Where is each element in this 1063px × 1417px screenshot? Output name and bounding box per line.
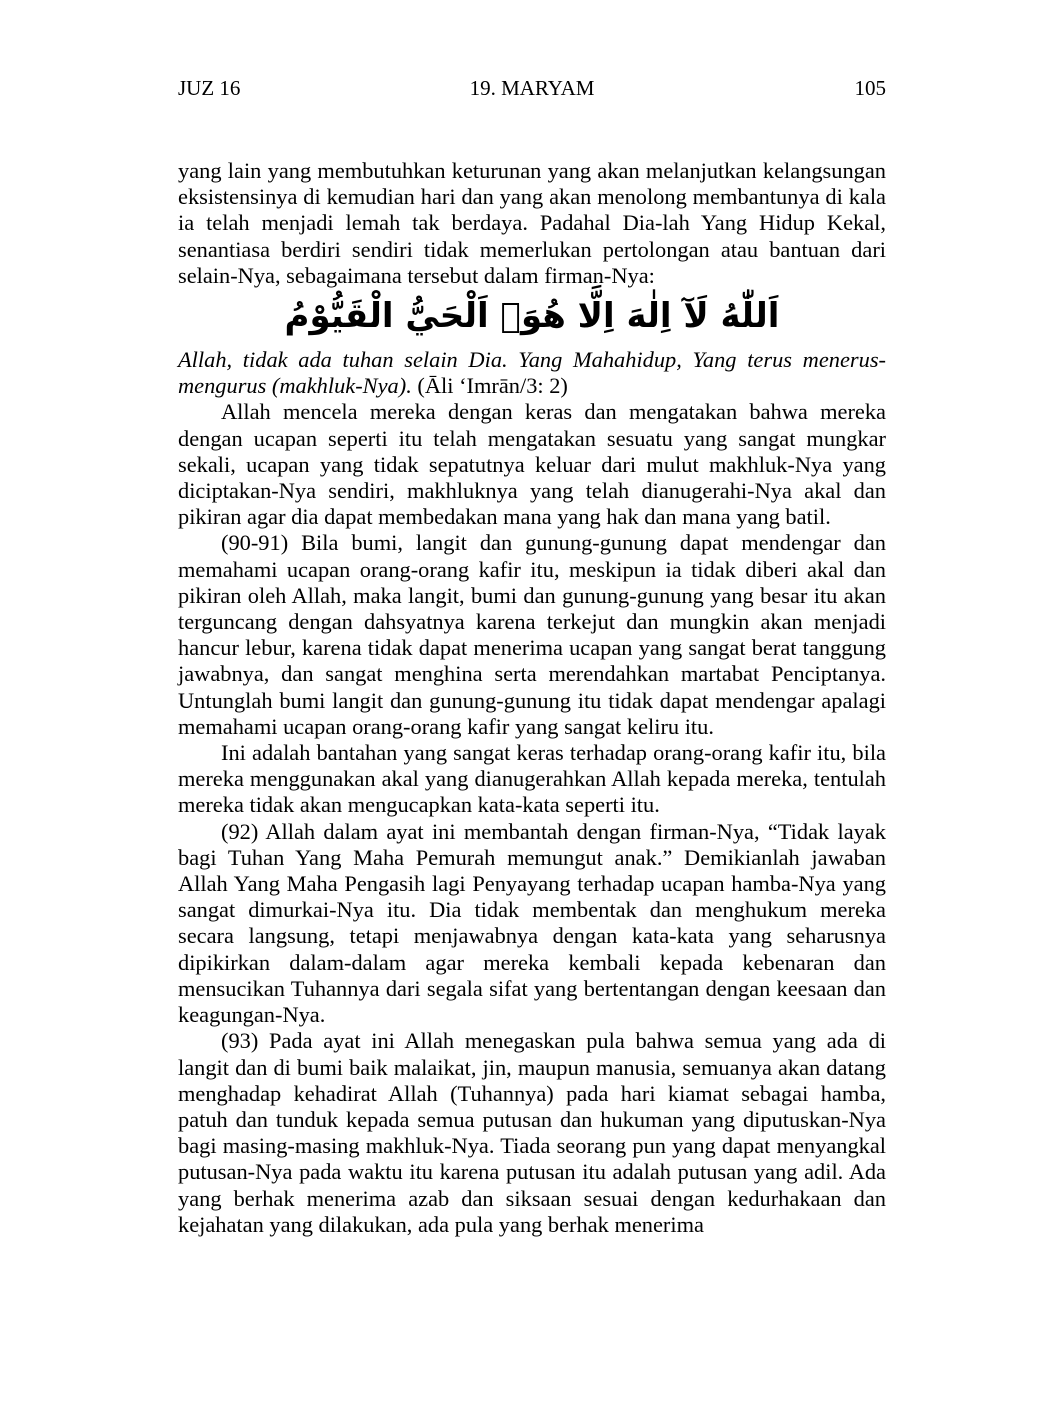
page-body [178, 158, 886, 1238]
translation-text: Allah, tidak ada tuhan selain Dia. Yang Mahahidup, Yang terus menerus-mengurus (makhluk-Nya). [178, 347, 886, 399]
page-number: 105 [854, 76, 886, 100]
paragraph: Allah mencela mereka dengan keras dan mengatakan bahwa mereka dengan ucapan seperti itu telah mengatakan sesuatu yang sangat mungkar sekali, ucapan yang tidak sepatutnya keluar dari mulut makhluk-Nya yang diciptakan-Nya sendiri, makhluknya yang telah dianugerahi-Nya akal dan pikiran agar dia dapat membedakan mana yang hak dan mana yang batil. [178, 399, 886, 530]
verse-reference: (Āli ‘Imrān/3: 2) [411, 373, 568, 399]
arabic-verse: اَللّٰهُ لَآ اِلٰهَ اِلَّا هُوَۚ اَلْحَيُّ الْقَيُّوْمُ [284, 296, 780, 337]
paragraph-intro: yang lain yang membutuhkan keturunan yang akan melanjutkan kelangsungan eksistensinya di kemudian hari dan yang akan menolong membantunya di kala ia telah menjadi lemah tak berdaya. Padahal Dia-lah Yang Hidup Kekal, senantiasa berdiri sendiri tidak memerlukan pertolongan atau bantuan dari selain-Nya, sebagaimana tersebut dalam firman-Nya: [178, 158, 886, 288]
paragraph: (93) Pada ayat ini Allah menegaskan pula bahwa semua yang ada di langit dan di bumi baik malaikat, jin, maupun manusia, semuanya akan datang menghadap kehadirat Allah (Tuhannya) pada hari kiamat sebagai hamba, patuh dan tunduk kepada semua putusan dan hukuman yang diputuskan-Nya bagi masing-masing makhluk-Nya. Tiada seorang pun yang dapat menyangkal putusan-Nya pada waktu itu karena putusan itu adalah putusan yang adil. Ada yang berhak menerima azab dan siksaan sesuai dengan kedurhakaan dan kejahatan yang dilakukan, ada pula yang berhak menerima [178, 1028, 886, 1237]
paragraph: (92) Allah dalam ayat ini membantah dengan firman-Nya, “Tidak layak bagi Tuhan Yang Maha Pemurah memungut anak.” Demikianlah jawaban Allah Yang Maha Pengasih lagi Penyayang terhadap ucapan hamba-Nya yang sangat dimurkai-Nya itu. Dia tidak membentak dan menghukum mereka secara langsung, tetapi menjawabnya dengan kata-kata yang seharusnya dipikirkan dalam-dalam agar mereka kembali kepada kebenaran dan mensucikan Tuhannya dari segala sifat yang bertentangan dengan keesaan dan keagungan-Nya. [178, 818, 886, 1028]
paragraph: Ini adalah bantahan yang sangat keras terhadap orang-orang kafir itu, bila mereka menggunakan akal yang dianugerahkan Allah kepada mereka, tentulah mereka tidak akan mengucapkan kata-kata seperti itu. [178, 740, 886, 818]
surah-title: 19. MARYAM [469, 76, 595, 100]
page-header [178, 74, 886, 102]
verse-translation [178, 347, 886, 399]
paragraph: (90-91) Bila bumi, langit dan gunung-gunung dapat mendengar dan memahami ucapan orang-orang kafir itu, meskipun ia tidak diberi akal dan pikiran oleh Allah, maka langit, bumi dan gunung-gunung yang besar itu akan terguncang dengan dahsyatnya karena terkejut dan mungkin akan menjadi hancur lebur, karena tidak dapat menerima ucapan yang sangat berat tanggung jawabnya, dan sangat menghina serta merendahkan martabat Penciptanya. Untunglah bumi langit dan gunung-gunung itu tidak dapat mendengar apalagi memahami ucapan orang-orang kafir yang sangat keliru itu. [178, 530, 886, 739]
juz-label: JUZ 16 [178, 76, 241, 100]
